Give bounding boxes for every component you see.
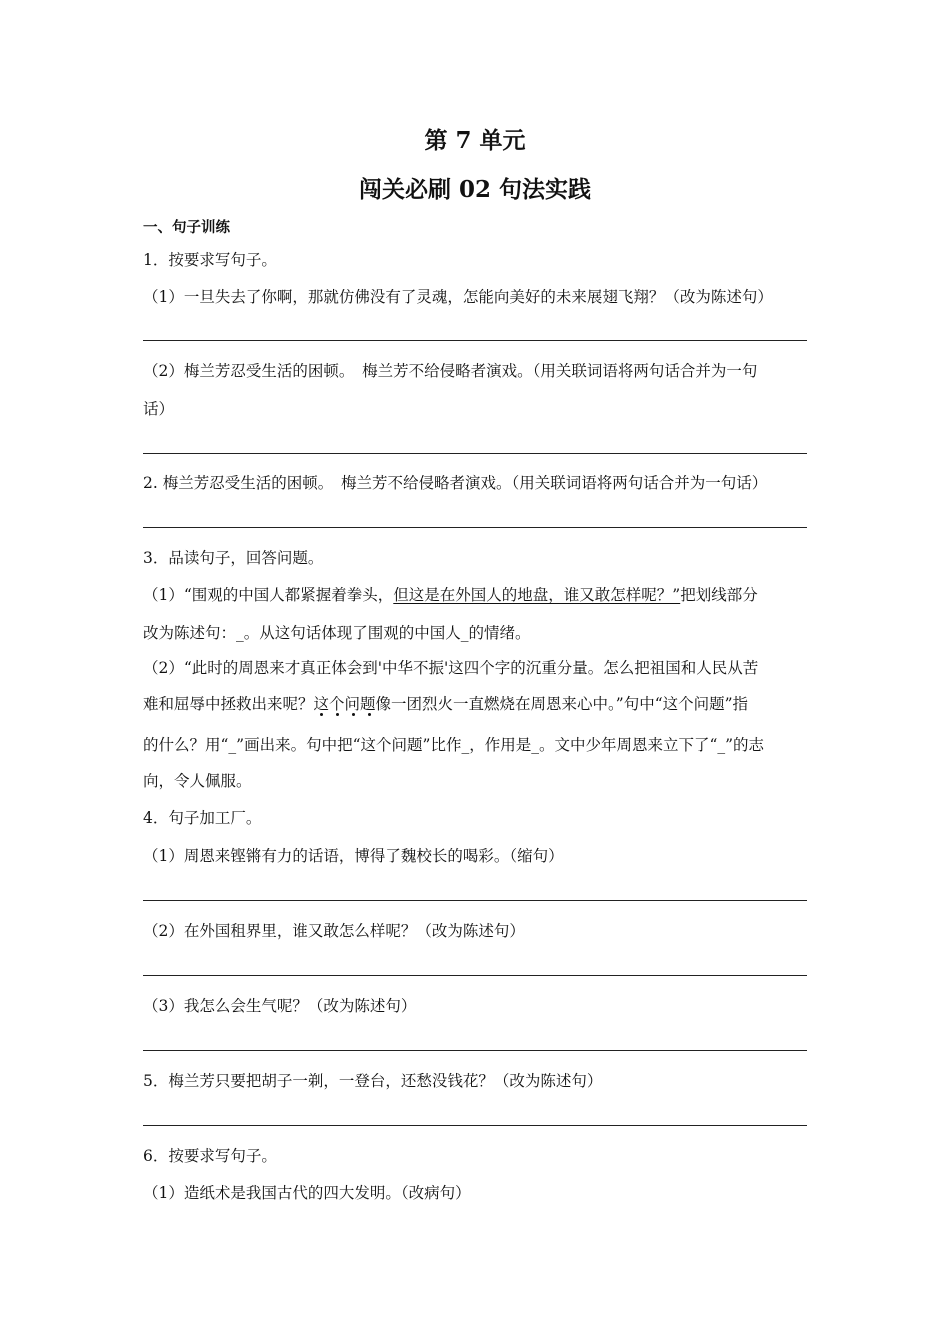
- answer-line[interactable]: [143, 975, 807, 976]
- emphasis-dot: [352, 713, 355, 716]
- question-6-part-1: （1）造纸术是我国古代的四大发明。（改病句）: [143, 1184, 471, 1202]
- question-4-part-2: （2）在外国租界里，谁又敢怎么样呢？（改为陈述句）: [143, 922, 525, 940]
- question-5-stem: 5．梅兰芳只要把胡子一剃，一登台，还愁没钱花？（改为陈述句）: [143, 1072, 603, 1090]
- question-6-stem: 6．按要求写句子。: [143, 1147, 277, 1165]
- page-title: 闯关必刷 02 句法实践: [358, 176, 592, 203]
- question-3-part-1-cont: 改为陈述句：_。从这句话体现了围观的中国人_的情绪。: [143, 624, 531, 642]
- answer-line[interactable]: [143, 453, 807, 454]
- question-3-part-2: （2）“此时的周恩来才真正体会到'中华不振'这四个字的沉重分量。怎么把祖国和人民从苦: [143, 659, 759, 677]
- section-heading: 一、句子训练: [143, 219, 230, 236]
- question-4-part-1: （1）周恩来铿锵有力的话语，博得了魏校长的喝彩。（缩句）: [143, 847, 564, 865]
- dotted-phrase: [314, 695, 376, 713]
- dotted-phrase-text: 这个问题: [313, 695, 376, 713]
- question-3-part-2-line-3: 的什么？用“_”画出来。句中把“这个问题”比作_，作用是_。文中少年周恩来立下了“_”的志: [143, 736, 765, 754]
- unit-title: 第 7 单元: [424, 127, 526, 154]
- question-1-part-1: （1）一旦失去了你啊，那就仿佛没有了灵魂，怎能向美好的未来展翅飞翔？（改为陈述句）: [143, 288, 773, 306]
- question-3-part-1-text-b: 把划线部分: [680, 586, 758, 604]
- question-3-part-2-line-2: [143, 693, 748, 715]
- question-4-part-3: （3）我怎么会生气呢？（改为陈述句）: [143, 997, 417, 1015]
- question-3-part-1-text-a: （1）“围观的中国人都紧握着拳头，: [143, 586, 394, 604]
- question-1-part-2: （2）梅兰芳忍受生活的困顿。 梅兰芳不给侵略者演戏。（用关联词语将两句话合并为一句: [143, 362, 758, 380]
- question-3-part-2-text-b: 像一团烈火一直燃烧在周恩来心中。”句中“这个问题”指: [375, 695, 749, 713]
- answer-line[interactable]: [143, 900, 807, 901]
- question-3-stem: 3．品读句子，回答问题。: [143, 549, 324, 567]
- question-3-part-2-line-4: 向，令人佩服。: [143, 772, 252, 790]
- emphasis-dot: [336, 713, 339, 716]
- question-4-stem: 4．句子加工厂。: [143, 809, 262, 827]
- question-3-part-1: [143, 584, 758, 606]
- answer-line[interactable]: [143, 340, 807, 341]
- answer-line[interactable]: [143, 1125, 807, 1126]
- emphasis-dot: [320, 713, 323, 716]
- underlined-sentence: 但这是在外国人的地盘，谁又敢怎样呢？”: [393, 586, 681, 604]
- question-1-part-2-cont: 话）: [143, 400, 175, 418]
- answer-line[interactable]: [143, 527, 807, 528]
- emphasis-dot: [368, 713, 371, 716]
- question-1-stem: 1．按要求写句子。: [143, 251, 277, 269]
- question-2-stem: 2. 梅兰芳忍受生活的困顿。 梅兰芳不给侵略者演戏。（用关联词语将两句话合并为一句话）: [143, 474, 768, 492]
- question-3-part-2-text-a: 难和屈辱中拯救出来呢？: [143, 695, 314, 713]
- answer-line[interactable]: [143, 1050, 807, 1051]
